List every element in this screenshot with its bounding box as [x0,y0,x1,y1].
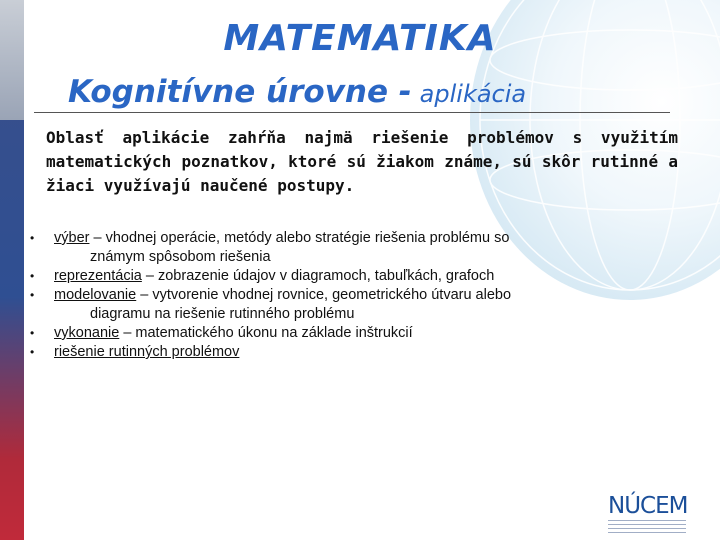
bullet-term: reprezentácia [54,268,142,284]
bullet-text: – vytvorenie vhodnej rovnice, geometrického útvaru alebo [136,287,512,303]
title-divider [34,112,670,113]
bullet-icon: • [30,345,35,359]
bullet-continuation: diagramu na riešenie rutinného problému [90,306,355,322]
bullet-icon: • [30,269,35,283]
subtitle-small: aplikácia [419,80,527,108]
slide-subtitle [68,74,526,110]
bullet-text: – matematického úkonu na základe inštrukcií [119,325,413,341]
left-decor-bar [0,0,24,540]
list-item [30,286,670,324]
nucem-logo [608,494,688,534]
logo-wordmark: NÚCEM [608,493,688,519]
list-item [30,229,670,267]
list-item [30,324,670,343]
bullet-icon: • [30,231,35,245]
bullet-term: výber [54,230,90,246]
bullet-continuation: známym spôsobom riešenia [90,249,271,265]
subtitle-main: Kognitívne úrovne - [68,74,412,110]
list-item [30,267,670,286]
intro-paragraph: Oblasť aplikácie zahŕňa najmä riešenie problémov s využitím matematických poznatkov, ktoré sú žiakom známe, sú skôr rutinné a žiaci využívajú naučené postupy. [46,128,678,195]
list-item [30,343,670,362]
bullet-icon: • [30,326,35,340]
bullet-text: – zobrazenie údajov v diagramoch, tabuľkách, grafoch [141,268,495,284]
bullet-term: vykonanie [54,325,120,341]
slide-title: MATEMATIKA [223,18,497,59]
bullet-icon: • [30,288,35,302]
bullet-list [30,229,670,362]
bullet-term: riešenie rutinných problémov [54,344,240,360]
bullet-term: modelovanie [54,287,137,303]
logo-tagline-decor [608,520,686,534]
bullet-text: – vhodnej operácie, metódy alebo stratégie riešenia problému so [89,230,510,246]
